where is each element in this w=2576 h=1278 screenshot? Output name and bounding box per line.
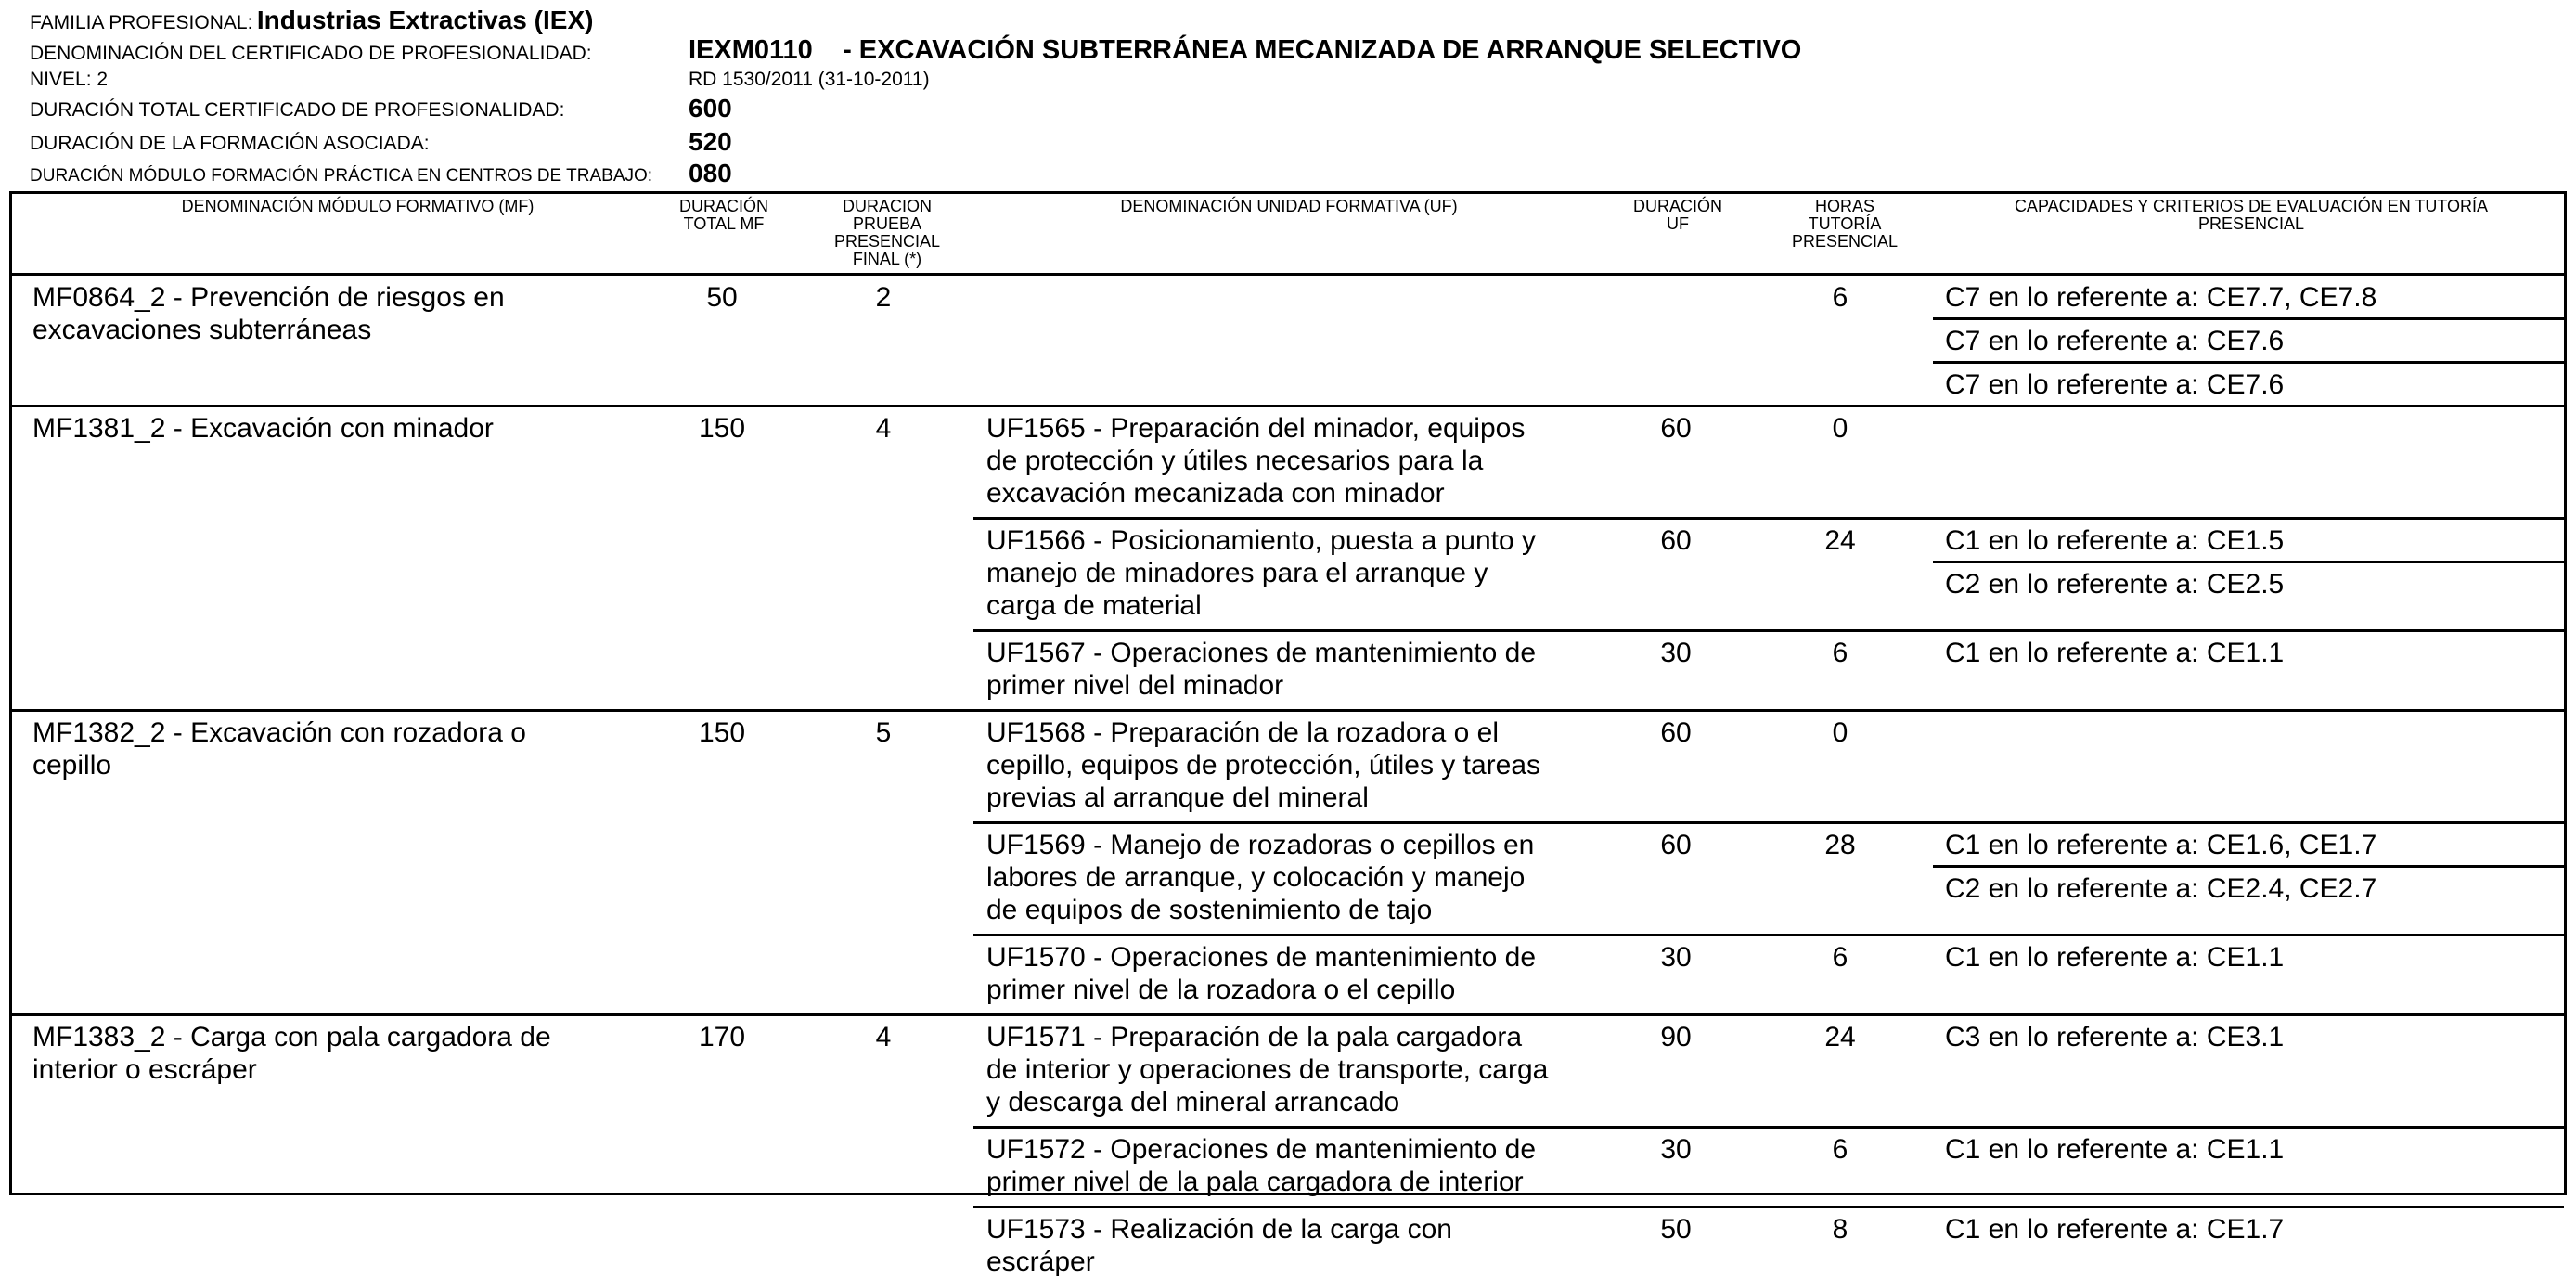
criterio: C1 en lo referente a: CE1.1 <box>1945 942 2285 973</box>
module-duracion: 150 <box>698 413 746 444</box>
module-prueba: 4 <box>875 413 892 444</box>
module-prueba: 5 <box>875 717 892 748</box>
criterio: C7 en lo referente a: CE7.6 <box>1945 369 2285 400</box>
criterio: C1 en lo referente a: CE1.1 <box>1945 638 2285 668</box>
uf-duracion: 90 <box>1660 1022 1692 1052</box>
familia-label: FAMILIA PROFESIONAL: <box>30 12 253 33</box>
uf-duracion: 30 <box>1660 638 1692 668</box>
familia-value: Industrias Extractivas (IEX) <box>256 6 594 34</box>
uf-horas: 6 <box>1832 1134 1848 1165</box>
uf-name: labores de arranque, y colocación y manejo <box>986 862 1526 893</box>
criterio-divider <box>1933 865 2564 868</box>
familia-line <box>30 6 593 35</box>
criterio: C1 en lo referente a: CE1.6, CE1.7 <box>1945 830 2377 860</box>
criterio: C2 en lo referente a: CE2.5 <box>1945 569 2285 600</box>
criterio-divider <box>1933 561 2564 563</box>
certificado-name: - EXCAVACIÓN SUBTERRÁNEA MECANIZADA DE ARRANQUE SELECTIVO <box>843 35 1802 65</box>
uf-name: UF1571 - Preparación de la pala cargadora <box>986 1022 1523 1052</box>
uf-name: carga de material <box>986 590 1202 621</box>
uf-name: de interior y operaciones de transporte, carga <box>986 1054 1549 1085</box>
uf-name: primer nivel de la rozadora o el cepillo <box>986 975 1456 1005</box>
duracion-total-value: 600 <box>689 94 732 123</box>
uf-duracion: 60 <box>1660 413 1692 444</box>
module-name-cont: cepillo <box>32 750 112 781</box>
uf-duracion: 30 <box>1660 942 1692 973</box>
col-header-horas: HORAS TUTORÍA PRESENCIAL <box>1791 197 1899 251</box>
uf-name: UF1567 - Operaciones de mantenimiento de <box>986 638 1537 668</box>
uf-duracion: 60 <box>1660 717 1692 748</box>
uf-horas: 24 <box>1824 1022 1856 1052</box>
module-divider <box>12 709 2564 712</box>
criterio: C2 en lo referente a: CE2.4, CE2.7 <box>1945 873 2377 904</box>
module-name: MF0864_2 - Prevención de riesgos en <box>32 282 505 313</box>
uf-name: de protección y útiles necesarios para la <box>986 445 1484 476</box>
uf-divider <box>973 629 2564 632</box>
uf-horas: 24 <box>1824 525 1856 556</box>
criterio-divider <box>1933 317 2564 320</box>
uf-name: escráper <box>986 1246 1095 1277</box>
module-name-cont: interior o escráper <box>32 1054 257 1085</box>
module-name: MF1382_2 - Excavación con rozadora o <box>32 717 526 748</box>
module-duracion: 50 <box>706 282 738 313</box>
uf-divider <box>973 821 2564 824</box>
uf-divider <box>973 1126 2564 1129</box>
nivel-label: NIVEL: 2 <box>30 69 109 90</box>
uf-name: UF1568 - Preparación de la rozadora o el <box>986 717 1499 748</box>
module-name: MF1381_2 - Excavación con minador <box>32 413 494 444</box>
uf-divider <box>973 517 2564 520</box>
uf-horas: 0 <box>1832 413 1848 444</box>
module-duracion: 170 <box>698 1022 746 1052</box>
uf-name: primer nivel del minador <box>986 670 1284 701</box>
uf-name: UF1565 - Preparación del minador, equipos <box>986 413 1526 444</box>
uf-name: UF1572 - Operaciones de mantenimiento de <box>986 1134 1537 1165</box>
header-divider <box>12 273 2564 276</box>
uf-divider <box>973 1206 2564 1208</box>
rd-value: RD 1530/2011 (31-10-2011) <box>689 69 930 90</box>
uf-name: y descarga del mineral arrancado <box>986 1087 1400 1117</box>
criterio-divider <box>1933 361 2564 364</box>
uf-duracion: 60 <box>1660 525 1692 556</box>
col-header-prueba: DURACION PRUEBA PRESENCIAL FINAL (*) <box>833 197 941 268</box>
module-divider <box>12 405 2564 407</box>
uf-divider <box>973 934 2564 936</box>
uf-horas: 28 <box>1824 830 1856 860</box>
uf-name: cepillo, equipos de protección, útiles y tareas <box>986 750 1541 781</box>
denominacion-label: DENOMINACIÓN DEL CERTIFICADO DE PROFESIONALIDAD: <box>30 43 592 64</box>
duracion-formacion-value: 520 <box>689 127 732 156</box>
uf-name: UF1569 - Manejo de rozadoras o cepillos en <box>986 830 1535 860</box>
col-header-capacidades: CAPACIDADES Y CRITERIOS DE EVALUACIÓN EN TUTORÍA PRESENCIAL <box>2014 197 2489 233</box>
uf-name: previas al arranque del mineral <box>986 782 1369 813</box>
criterio: C7 en lo referente a: CE7.6 <box>1945 326 2285 356</box>
uf-horas: 6 <box>1832 282 1848 313</box>
module-prueba: 4 <box>875 1022 892 1052</box>
criterio: C7 en lo referente a: CE7.7, CE7.8 <box>1945 282 2377 313</box>
criterio: C1 en lo referente a: CE1.7 <box>1945 1214 2285 1245</box>
uf-duracion: 60 <box>1660 830 1692 860</box>
certificado-code: IEXM0110 <box>689 35 813 65</box>
uf-name: primer nivel de la pala cargadora de interior <box>986 1167 1524 1197</box>
uf-horas: 8 <box>1832 1214 1848 1245</box>
module-name: MF1383_2 - Carga con pala cargadora de <box>32 1022 551 1052</box>
duracion-practica-value: 080 <box>689 159 732 187</box>
uf-name: manejo de minadores para el arranque y <box>986 558 1488 588</box>
col-header-duracion-uf: DURACIÓN UF <box>1632 197 1722 233</box>
module-name-cont: excavaciones subterráneas <box>32 315 372 345</box>
uf-duracion: 30 <box>1660 1134 1692 1165</box>
uf-name: UF1566 - Posicionamiento, puesta a punto y <box>986 525 1537 556</box>
uf-name: UF1573 - Realización de la carga con <box>986 1214 1452 1245</box>
uf-name: UF1570 - Operaciones de mantenimiento de <box>986 942 1537 973</box>
col-header-duracion-mf: DURACIÓN TOTAL MF <box>678 197 768 233</box>
module-prueba: 2 <box>875 282 892 313</box>
module-divider <box>12 1013 2564 1016</box>
uf-duracion: 50 <box>1660 1214 1692 1245</box>
duracion-formacion-label: DURACIÓN DE LA FORMACIÓN ASOCIADA: <box>30 133 430 154</box>
col-header-mf: DENOMINACIÓN MÓDULO FORMATIVO (MF) <box>181 197 535 215</box>
criterio: C1 en lo referente a: CE1.1 <box>1945 1134 2285 1165</box>
uf-horas: 6 <box>1832 638 1848 668</box>
modules-table <box>9 191 2567 1277</box>
uf-name: excavación mecanizada con minador <box>986 478 1445 509</box>
uf-name: de equipos de sostenimiento de tajo <box>986 895 1433 925</box>
uf-horas: 0 <box>1832 717 1848 748</box>
duracion-practica-label: DURACIÓN MÓDULO FORMACIÓN PRÁCTICA EN CENTROS DE TRABAJO: <box>30 166 653 186</box>
module-duracion: 150 <box>698 717 746 748</box>
criterio: C3 en lo referente a: CE3.1 <box>1945 1022 2285 1052</box>
criterio: C1 en lo referente a: CE1.5 <box>1945 525 2285 556</box>
certificado-title <box>689 35 1801 66</box>
uf-horas: 6 <box>1832 942 1848 973</box>
col-header-uf: DENOMINACIÓN UNIDAD FORMATIVA (UF) <box>1120 197 1458 215</box>
duracion-total-label: DURACIÓN TOTAL CERTIFICADO DE PROFESIONALIDAD: <box>30 99 565 121</box>
